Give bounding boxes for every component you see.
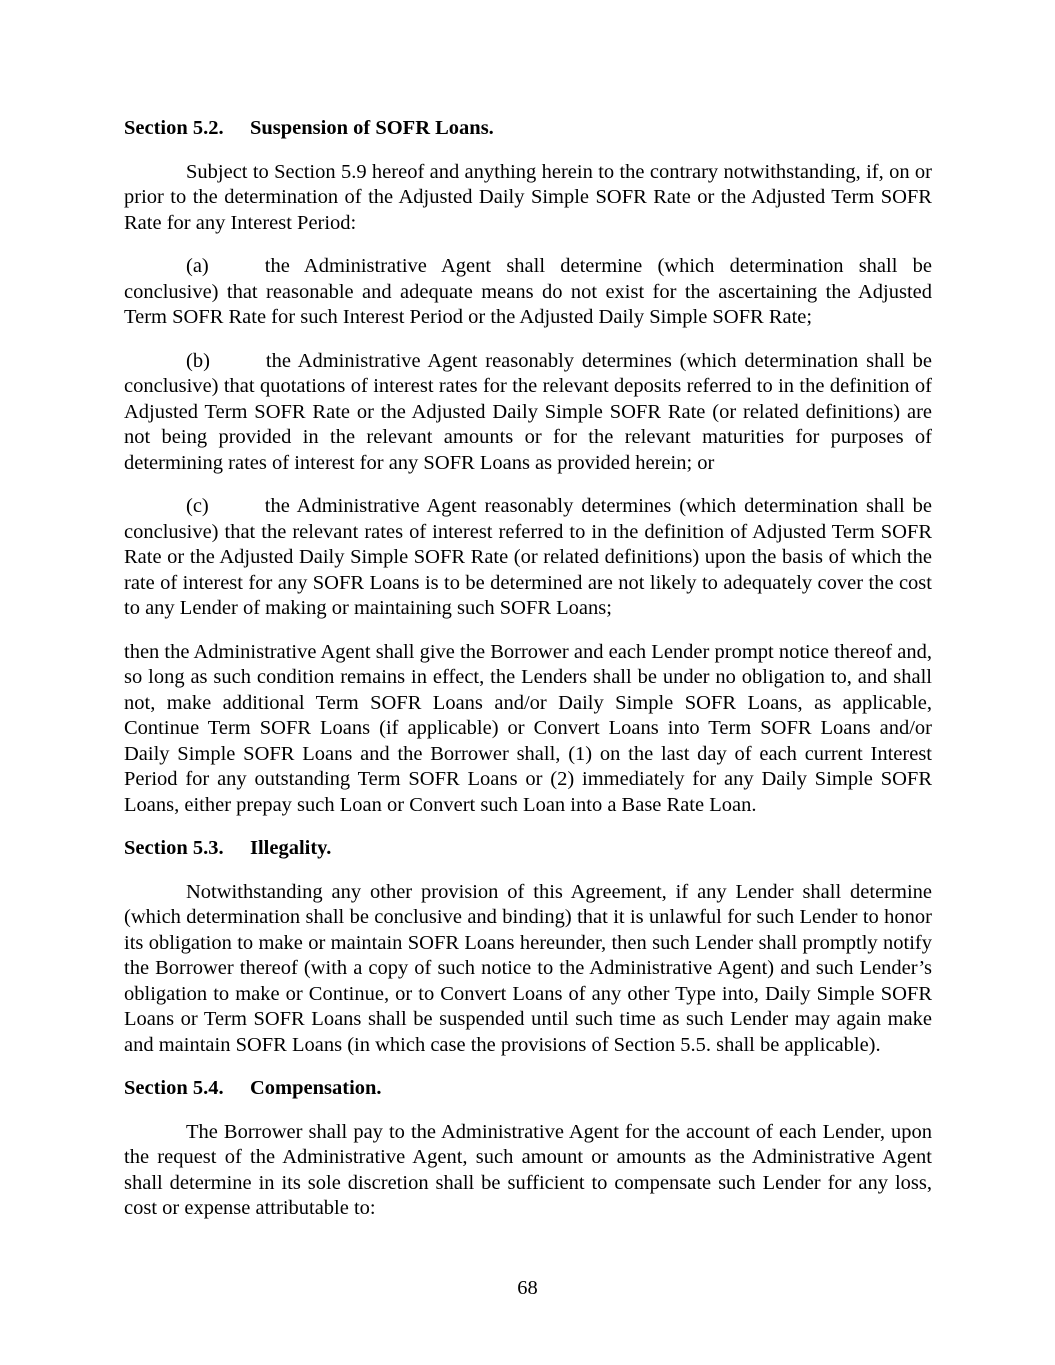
- list-item-text: the Administrative Agent shall determine (which determination shall be conclusive) that reasonable and adequate means do not exist for the ascertaining the Adjusted Term SOFR Rate for such Interest Period or the Adjusted Daily Simple SOFR Rate;: [124, 255, 932, 328]
- list-item-label: (c): [186, 495, 209, 517]
- list-item-label: (b): [186, 349, 210, 372]
- list-item-b: [124, 349, 932, 477]
- section-heading-5-3: [124, 836, 932, 862]
- document-content: [124, 116, 932, 1222]
- section-title: Illegality.: [250, 837, 332, 859]
- section-heading-5-2: [124, 116, 932, 142]
- section-title: Compensation.: [250, 1077, 382, 1099]
- section-number: Section 5.4.: [124, 1077, 224, 1099]
- list-item-c: [124, 494, 932, 622]
- list-item-text: the Administrative Agent reasonably determines (which determination shall be conclusive) that the relevant rates of interest referred to in the definition of Adjusted Term SOFR Rate or the Adjusted Daily Simple SOFR Rate (or related definitions) upon the basis of which the rate of interest for any SOFR Loans is to be determined are not likely to adequately cover the cost to any Lender of making or maintaining such SOFR Loans;: [124, 495, 932, 619]
- section-number: Section 5.3.: [124, 837, 224, 859]
- page-number: 68: [517, 1277, 538, 1299]
- section-heading-5-4: [124, 1076, 932, 1102]
- paragraph-intro-5-3: Notwithstanding any other provision of this Agreement, if any Lender shall determine (which determination shall be conclusive and binding) that it is unlawful for such Lender to honor its obligation to make or maintain SOFR Loans hereunder, then such Lender shall promptly notify the Borrower thereof (with a copy of such notice to the Administrative Agent) and such Lender’s obligation to make or Continue, or to Convert Loans of any other Type into, Daily Simple SOFR Loans or Term SOFR Loans shall be suspended until such time as such Lender may again make and maintain SOFR Loans (in which case the provisions of Section 5.5. shall be applicable).: [124, 880, 932, 1056]
- paragraph-closing-5-2: then the Administrative Agent shall give the Borrower and each Lender prompt notice thereof and, so long as such condition remains in effect, the Lenders shall be under no obligation to, and shall not, make additional Term SOFR Loans and/or Daily Simple SOFR Loans, as applicable, Continue Term SOFR Loans (if applicable) or Convert Loans into Term SOFR Loans and/or Daily Simple SOFR Loans and the Borrower shall, (1) on the last day of each current Interest Period for any outstanding Term SOFR Loans or (2) immediately for any Daily Simple SOFR Loans, either prepay such Loan or Convert such Loan into a Base Rate Loan.: [124, 640, 932, 816]
- section-title: Suspension of SOFR Loans.: [250, 117, 494, 139]
- paragraph-intro-5-2: Subject to Section 5.9 hereof and anything herein to the contrary notwithstanding, if, on or prior to the determination of the Adjusted Daily Simple SOFR Rate or the Adjusted Term SOFR Rate for any Interest Period:: [124, 160, 932, 234]
- list-item-text: the Administrative Agent reasonably determines (which determination shall be conclusive) that quotations of interest rates for the relevant deposits referred to in the definition of Adjusted Term SOFR Rate or the Adjusted Daily Simple SOFR Rate (or related definitions) are not being provided in the relevant amounts or for the relevant maturities for purposes of determining rates of interest for any SOFR Loans as provided herein; or: [124, 349, 932, 474]
- list-item-label: (a): [186, 255, 209, 277]
- section-number: Section 5.2.: [124, 117, 224, 139]
- paragraph-intro-5-4: The Borrower shall pay to the Administrative Agent for the account of each Lender, upon the request of the Administrative Agent, such amount or amounts as the Administrative Agent shall determine in its sole discretion shall be sufficient to compensate such Lender for any loss, cost or expense attributable to:: [124, 1120, 932, 1219]
- list-item-a: [124, 254, 932, 331]
